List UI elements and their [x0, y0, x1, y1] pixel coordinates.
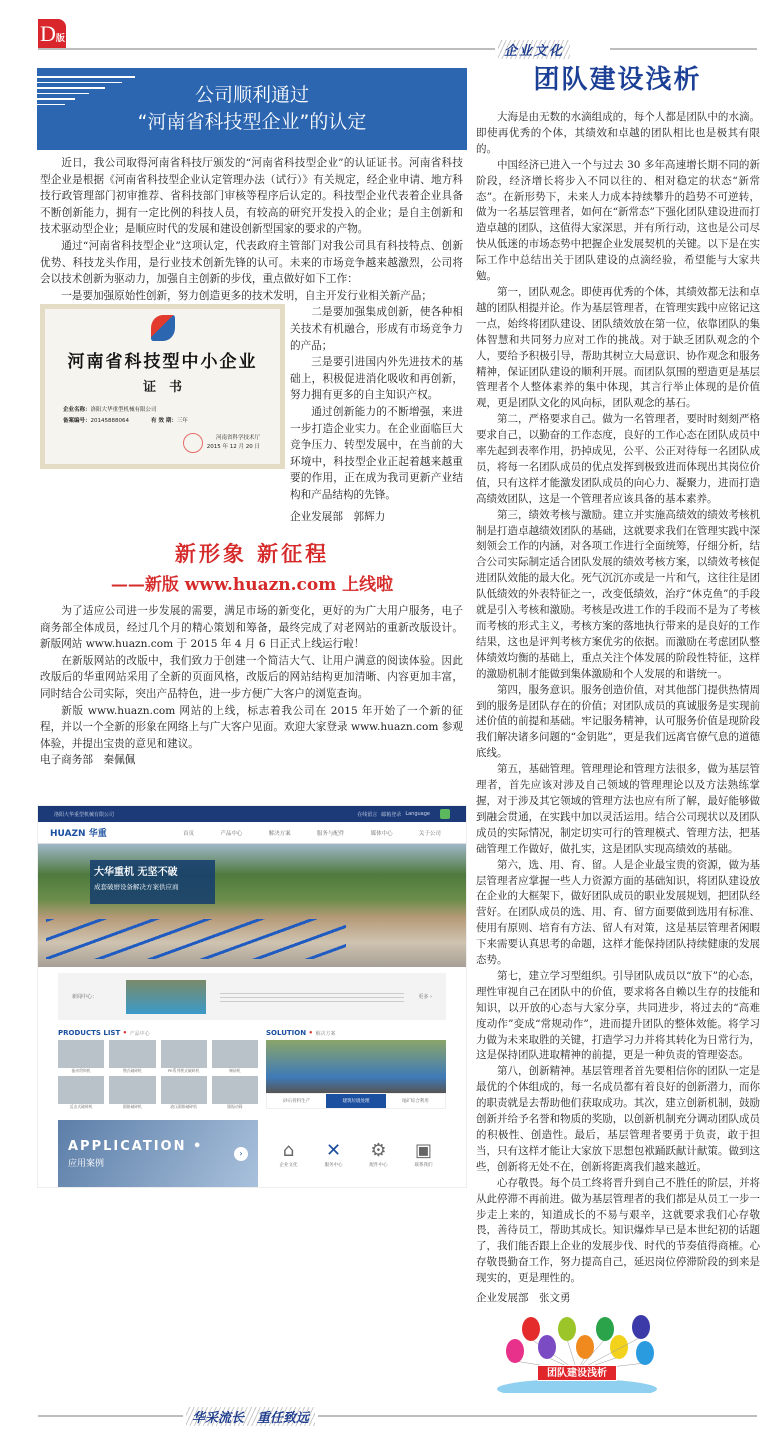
balloon: [522, 1317, 540, 1341]
news-text: [220, 990, 404, 1004]
wechat-icon: [440, 809, 450, 819]
balloons-banner-label: 团队建设浅析: [537, 1365, 617, 1381]
news-more-link: 更多 ›: [418, 994, 432, 1000]
article1-side-body: [290, 304, 463, 526]
article2-headline: 新形象 新征程: [174, 541, 330, 567]
quick-link-label: 配件中心: [369, 1163, 388, 1168]
label: 有 效 期：: [151, 418, 177, 425]
balloon: [576, 1335, 594, 1359]
banner-title: 大华重机 无坚不破: [94, 867, 178, 878]
product-label: 圆振动筛: [227, 1104, 243, 1109]
issue-date: 2015 年 12 月 20 日: [206, 444, 260, 451]
paragraph: 三是要引进国内外先进技术的基础上，积极促进消化吸收和再创新，努力拥有更多的自主知识产权。: [290, 356, 463, 402]
certificate-logo: [151, 315, 175, 341]
product-label: 液压圆锥破碎机: [170, 1104, 197, 1109]
paragraph: 第二，严格要求自己。做为一名管理者，要时时刻刻严格要求自己，以勤奋的工作态度，良好的工作心态在团队成员中率先起到表率作用，扔掉成见，公平、公正对待每一名团队成员，将每一名团队成员的优点发挥到极致进而体现出其岗位价值，只有这样才能激发团队成员的向心力、凝聚力，进而打造高绩效团队，这是一个管理者应该具备的基本素养。: [476, 413, 760, 505]
balloon: [610, 1335, 628, 1359]
machinery-image: [46, 919, 346, 959]
value: 洛阳大华重型机械有限公司: [90, 407, 157, 414]
article2-signature: 电子商务部 秦佩佩: [40, 754, 136, 767]
paragraph: 第五，基础管理。管理理论和管理方法很多，做为基层管理者，首先应该对涉及自己领域的管理理论以及方法熟练掌握，对于涉及其它领域的管理方法也应有所了解，最好能够做到融会贯通，在实践中加以灵活运用。结合公司现状以及团队成员的实际情况，制定切实可行的管理模式、管理方法，把基础管理工作做好，做扎实，这是团队实现高绩效的基础。: [476, 763, 760, 855]
product-label: 制砂机: [229, 1068, 241, 1073]
product-label: 圆锥破碎机: [122, 1104, 142, 1109]
solution-tab-active: 建筑垃圾处理: [326, 1094, 385, 1108]
web-nav: [38, 822, 466, 844]
footer-slogan-left: 华采流长: [192, 1410, 245, 1426]
paragraph: 中国经济已进入一个与过去 30 多年高速增长期不同的新阶段，经济增长将步入不同以往的、相对稳定的状态“新常态”。在新形势下，未来人力成本持续攀升的趋势不可逆转，做为一名基层管理者，如何在“新常态”下强化团队建设进而打造卓越的团队，这值得大家深思，并有所行动，这也是公司尽快从低迷的市场态势中把握企业发展契机的关键。以下是在实际工作中总结出关于团队建设的点滴经验，希望能与大家共勉。: [476, 158, 760, 283]
web-products: PRODUCTS LIST • 产品中心 振动给料机 颚式破碎机 PE系列颚式破碎机 制砂机 反击式破碎机 圆锥破碎机 液压圆锥破碎机 圆振动筛: [58, 1026, 258, 1110]
footer-slogan-right: 重任致远: [257, 1410, 310, 1426]
certificate-subtitle: 证 书: [142, 380, 182, 396]
balloon: [506, 1339, 524, 1363]
section-tag: 企业文化: [498, 40, 570, 59]
arrow-right-icon: ›: [234, 1147, 248, 1161]
paragraph: 心存敬畏。每个员工终将晋升到自己不胜任的阶层，并将从此停滞不再前进。做为基层管理者的我们都是从员工一步一步走上来的，知道成长的不易与艰辛，这就要求我们心存敬畏，善待员工，帮助其成长。知识爆炸早已是本世纪初的话题了，我们能否跟上企业的发展步伐、时代的节奏值得商榷。心存敬畏勤奋工作，努力提高自己，延迟岗位停滞阶段的到来是现实的，更是理性的。: [476, 1176, 760, 1285]
team-building-balloons-image: [495, 1311, 660, 1393]
quick-link-label: 企业文化: [279, 1163, 298, 1168]
solution-image: [266, 1040, 446, 1093]
product-label: 振动给料机: [71, 1068, 91, 1073]
solution-sub: 解决方案: [315, 1031, 336, 1037]
quick-link-label: 联系我们: [414, 1163, 433, 1168]
solution-title: SOLUTION: [266, 1029, 307, 1037]
article2-headline-block: [37, 538, 467, 595]
web-news: [58, 973, 446, 1020]
web-banner-caption: [90, 860, 215, 904]
certificate-image: [40, 304, 285, 469]
paragraph: 第四，服务意识。服务创造价值，对其他部门提供热情周到的服务是团队存在的价值；对团队成员的真诚服务是实现前述价值的前提和基础。牢记服务精神，认可服务价值是现阶段我们解决诸多问题的“金钥匙”，更是我们远离官僚气息的道德底线。: [476, 683, 760, 760]
paragraph: 在新版网站的改版中，我们致力于创建一个简洁大气、让用户满意的阅读体验。因此改版后的华重网站采用了全新的页面风格，改版后的网站结构更加清晰、内容更加丰富，同时结合公司实际，突出产品特色，进一步方便广大客户的浏览查询。: [40, 654, 463, 701]
tools-icon: ✕: [325, 1140, 342, 1161]
solution-tab: 尾矿综合利用: [401, 1099, 429, 1104]
article1-title-line1: 公司顺利通过: [194, 84, 309, 106]
paragraph: 一是要加强原始性创新，努力创造更多的技术发明，自主开发行业相关新产品；: [61, 289, 432, 302]
article2-subheadline: ——新版 www.huazn.com 上线啦: [110, 575, 394, 596]
product-label: 反击式破碎机: [69, 1104, 93, 1109]
footer: [0, 1393, 766, 1442]
web-logo: HUAZN 华重: [50, 829, 107, 839]
banner-subtitle: 成套破磨设备解决方案供应商: [94, 883, 179, 891]
balloon: [538, 1335, 556, 1359]
edition-suffix: 版: [55, 34, 65, 44]
balloon: [632, 1315, 650, 1339]
article3-body: [475, 110, 760, 1307]
certificate-issuer: [45, 433, 280, 453]
website-screenshot: [37, 805, 467, 1188]
product-label: PE系列颚式破碎机: [167, 1068, 200, 1073]
article3-title: 团队建设浅析: [533, 65, 702, 95]
web-nav-item: 媒体中心: [370, 830, 393, 837]
solution-tab: 砂石骨料生产: [283, 1099, 311, 1104]
edition-letter: D: [40, 21, 56, 46]
web-solution: SOLUTION • 解决方案 砂石骨料生产 建筑垃圾处理 尾矿综合利用: [266, 1026, 446, 1110]
article1-certificate-row: [37, 304, 467, 526]
value: 三年: [176, 418, 188, 425]
web-company: 洛阳大华重型机械有限公司: [54, 811, 115, 818]
application-title: APPLICATION: [68, 1139, 187, 1154]
article1-title-box: [37, 68, 467, 150]
certificate-title: 河南省科技型中小企业: [67, 352, 258, 373]
footer-slogan: [186, 1407, 315, 1426]
paragraph: 第七，建立学习型组织。引导团队成员以“放下”的心态，理性审视自己在团队中的价值，要求将各自赖以生存的技能和知识，以开放的心态与大家分享，共同进步，将过去的“高难度动作”变成“常规动作”，进而提升团队的整体效能。将学习力做为未来取胜的关键，打造学习力并将其转化为日常行为，这是保持团队进取精神的前提，更是一种负责的管理姿态。: [476, 969, 760, 1062]
web-nav-item: 关于公司: [418, 830, 441, 837]
products-title: PRODUCTS LIST: [58, 1029, 121, 1037]
paragraph: 通过创新能力的不断增强，来进一步打造企业实力。在企业面临巨大竞争压力、转型发展中，在当前的大环境中，科技型企业正起着越来越重要的作用，正在成为我司更新产业结构和产品结构的先锋。: [290, 405, 463, 501]
paragraph: 通过“河南省科技型企业”这项认定，代表政府主管部门对我公司具有科技特点、创新优势、科技龙头作用，是行业技术创新先锋的认可。未来的市场竞争越来越激烈，公司将会以技术创新为驱动力，加强自主创新的步伐，重点做好如下工作：: [40, 239, 463, 286]
seal-icon: [183, 433, 203, 453]
footer-rule-right: [318, 1415, 757, 1417]
quick-link-label: 服务中心: [324, 1163, 343, 1168]
web-lists: [38, 1026, 466, 1110]
paragraph: 为了适应公司进一步发展的需要，满足市场的新变化，更好的为广大用户服务，电子商务部全体成员，经过几个月的精心策划和筹备，最终完成了对老网站的重新改版设计。新版网站 www.huazn.com 于 2015 年 4 月 6 日正式上线运行啦！: [40, 605, 463, 651]
web-link: 邮箱登录: [381, 811, 402, 818]
value: 20145888064: [90, 418, 130, 425]
paragraph: 第三，绩效考核与激励。建立并实施高绩效的绩效考核机制是打造卓越绩效团队的基础，这就要求我们在管理实践中深刻领会工作的内涵，对各项工作进行全面统筹，仔细分析，结合公司实际制定适合团队发展的绩效考核方案，以绩效考核促进团队效能的最大化。死气沉沉亦或是一片和气，这往往是团队低绩效的外表特征之一，改变低绩效，治疗“休克鱼”的手段就是引入考核和激励。考核是改进工作的手段而不是为了考核而考核的形式主义，考核方案的落地执行带来的是良好的工作结果，这也是评判考核方案优劣的依据。而激励在考虑团队整体绩效均衡的基础上，重点关注个体发展的阶段性特征，这样的激励机制才能做到集体激励和个人发展的和谐统一。: [476, 508, 760, 680]
balloon: [558, 1317, 576, 1341]
product-item: [212, 1040, 258, 1074]
gears-icon: ⚙: [370, 1140, 387, 1161]
application-banner: APPLICATION • 应用案例 ›: [58, 1120, 258, 1188]
quick-link: [370, 1140, 388, 1168]
paragraph: 二是要加强集成创新，使各种相关技术有机融合，形成有市场竞争力的产品；: [290, 306, 463, 352]
product-item: [109, 1040, 155, 1074]
label: 企业名称：: [63, 407, 91, 414]
certificate-details: [45, 405, 280, 427]
label: 备案编号：: [63, 418, 91, 425]
paragraph: 大海是由无数的水滴组成的，每个人都是团队中的水滴。即使再优秀的个体，其绩效和卓越的团队相比也是极其有限的。: [476, 111, 760, 155]
footer-rule-left: [38, 1415, 183, 1417]
paragraph: 第八，创新精神。基层管理者首先要相信你的团队一定是最优的个体组成的，每一名成员都有着良好的创新潜力，而你的职责就是去帮助他们获取成功。其次，建立创新机制，鼓励创新并给予名誉和物质的奖励，以创新机制充分调动团队成员的积极性、创造性。最后，基层管理者要勇于负责，敢于担当，只有这样才能让大家放下思想包袱踊跃献计献策。做到这些，创新将无处不在，创新将距离我们越来越近。: [476, 1065, 760, 1173]
product-item: [161, 1040, 207, 1074]
web-topbar: [38, 806, 466, 822]
article1-title-line2: “河南省科技型企业”的认定: [137, 111, 367, 133]
contact-book-icon: ▣: [414, 1140, 432, 1161]
product-item: [109, 1076, 155, 1110]
product-item: [212, 1076, 258, 1110]
paragraph: 第六，选、用、育、留。人是企业最宝贵的资源，做为基层管理者应掌握一些人力资源方面的基础知识，将团队建设放在企业的大框架下，做好团队成员的职业发展规划，把团队经营好。在团队成员的选、用、育、留方面要做到选用有标准、使用有原则、培育有方法、留人有对策，这是基层管理者闲暇下来需要认真思考的命题，这样才能保持团队持续健康的发展态势。: [476, 858, 760, 967]
web-banner: [38, 844, 466, 967]
web-bottom: [38, 1110, 466, 1188]
balloon: [636, 1341, 654, 1365]
quick-link: [415, 1140, 433, 1168]
product-item: [58, 1076, 104, 1110]
web-link: Language: [405, 811, 430, 817]
article1-signature: 企业发展部 郭辉力: [290, 511, 386, 524]
product-label: 颚式破碎机: [122, 1068, 142, 1073]
news-photo: [126, 980, 206, 1014]
web-link: 在线留言: [357, 811, 378, 818]
left-column: [37, 60, 467, 1188]
right-column: [475, 60, 760, 1393]
paragraph: 新版 www.huazn.com 网站的上线，标志着我公司在 2015 年开始了一个新的征程，并以一个全新的形象在网络上与广大客户见面。欢迎大家登录 www.huazn.com 参观体验，并提出宝贵的意见和建议。: [40, 704, 463, 750]
paragraph: 近日，我公司取得河南省科技厅颁发的“河南省科技型企业”的认证证书。河南省科技型企业是根据《河南省科技型企业认定管理办法（试行）》有关规定，经企业申请、地方科技行政管理部门初审推荐、省科技部门审核等程序后认定的。科技型企业代表着企业具备不断创新能力，拥有一定比例的科技人员，有较高的研究开发投入的企业；是自主创新和技术驱动型企业；是顺应时代的发展和建设创新型国家的要求的产物。: [40, 157, 463, 236]
article3-signature: 企业发展部 张文勇: [476, 1292, 571, 1305]
application-sub: 应用案例: [68, 1159, 105, 1169]
news-label: 新闻中心：: [72, 994, 98, 1000]
article1-body: [37, 155, 467, 304]
web-nav-item: 产品中心: [220, 830, 243, 837]
paragraph: 第一，团队观念。即使再优秀的个体，其绩效都无法和卓越的团队相提并论。作为基层管理者，在管理实践中应铭记这一点，始终将团队建设、团队绩效放在第一位，依靠团队的集体智慧和共同努力应对工作的挑战。对于缺乏团队观念的个人，要给予积极引导，帮助其树立大局意识、协作观念和服务精神，保证团队建设的顺利开展。而团队氛围的塑造更是基层管理者个人整体素养的集中体现，其言行举止体现的是价值观，更是团队文化的风向标，团队观念的基石。: [476, 285, 760, 410]
article2-body: [37, 603, 467, 769]
web-nav-item: 服务与配件: [316, 830, 345, 837]
product-item: [161, 1076, 207, 1110]
issuer: 河南省科学技术厅: [215, 435, 260, 442]
products-sub: 产品中心: [129, 1031, 150, 1037]
web-nav-item: 解决方案: [268, 830, 291, 837]
balloon: [596, 1317, 614, 1341]
product-item: [58, 1040, 104, 1074]
house-icon: ⌂: [282, 1140, 295, 1161]
quick-link: [280, 1140, 298, 1168]
web-nav-item: 首页: [183, 830, 195, 837]
quick-link: [325, 1140, 343, 1168]
web-quick-links: [266, 1120, 446, 1188]
decor-stripes: [37, 76, 135, 109]
